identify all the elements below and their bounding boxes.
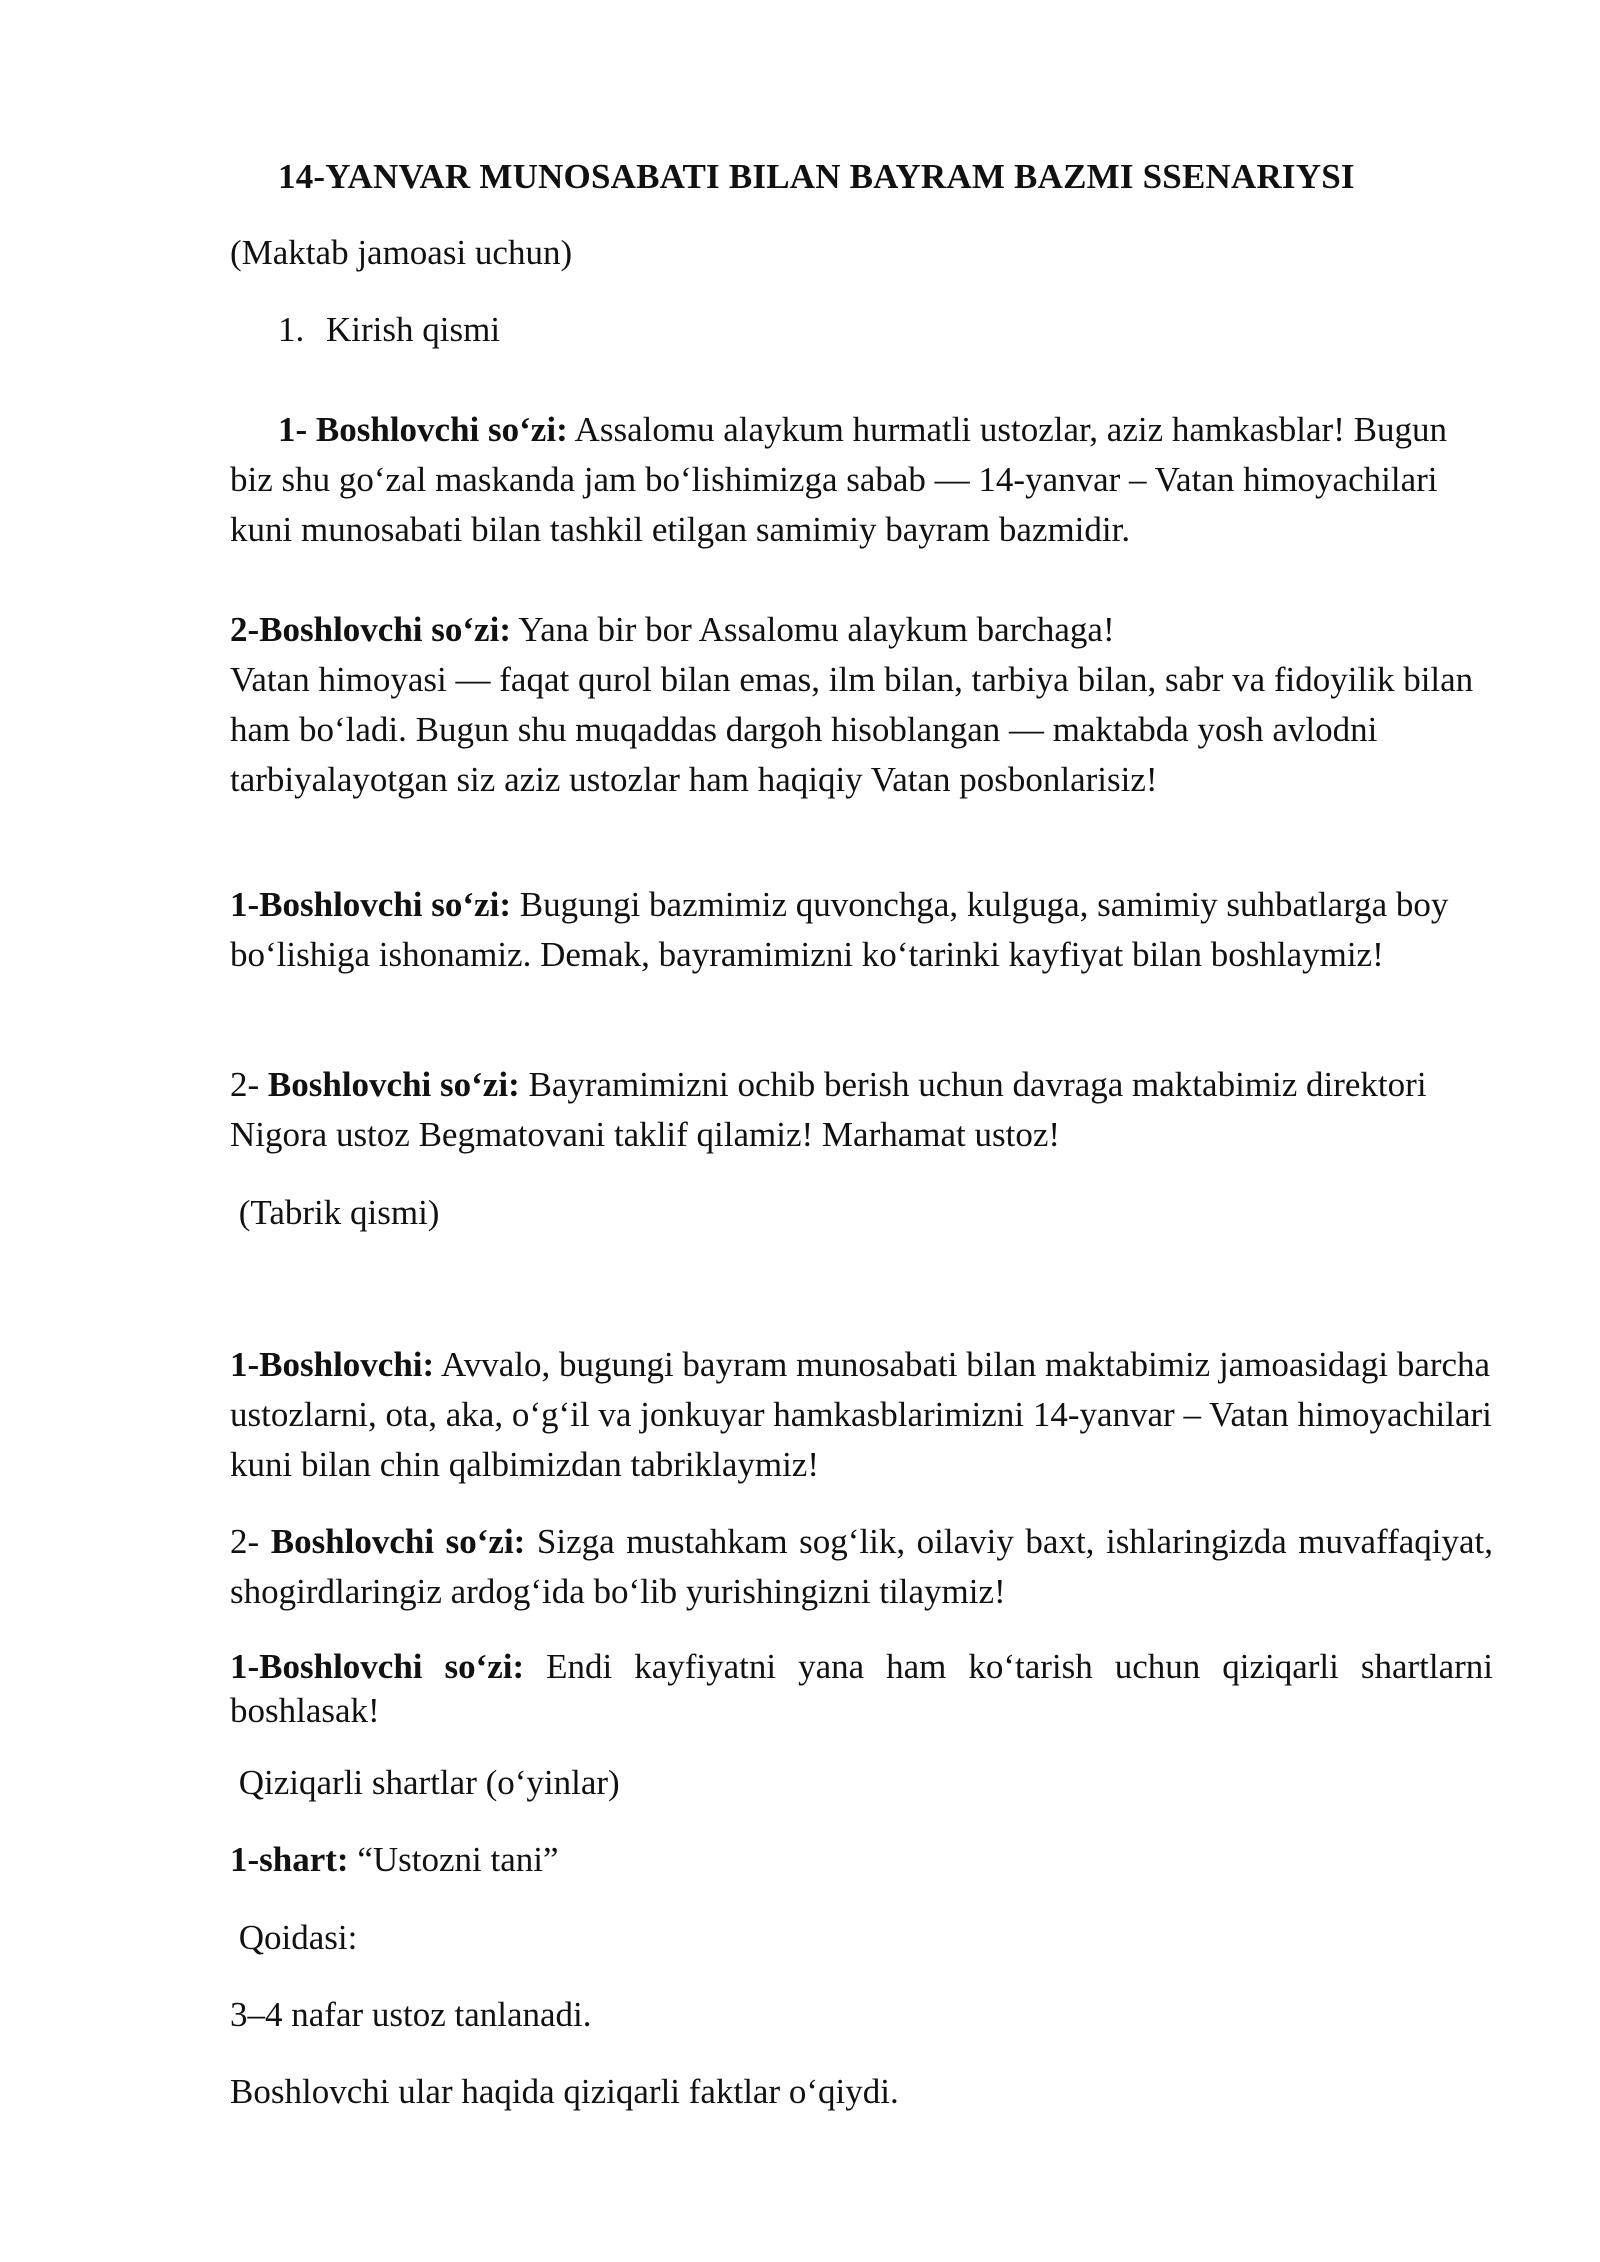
rule-item: Boshlovchi ular haqida qiziqarli faktlar o‘qiydi.	[230, 2072, 899, 2111]
tabrik-heading: (Tabrik qismi)	[230, 1193, 440, 1232]
speaker-prefix: 2-	[230, 1522, 271, 1561]
paragraph-boshlovchi-6	[230, 1517, 1493, 1617]
speaker-label: 1-Boshlovchi so‘zi:	[230, 1647, 525, 1686]
paragraph-boshlovchi-3	[230, 880, 1493, 980]
speaker-label: 1- Boshlovchi so‘zi:	[278, 410, 568, 449]
section-kirish-heading	[278, 305, 1478, 355]
speaker-text-continued: Vatan himoyasi — faqat qurol bilan emas, ilm bilan, tarbiya bilan, sabr va fidoyilik bilan ham bo‘ladi. Bugun shu muqaddas dargoh hisoblangan — maktabda yosh avlodni tarbiyalayotgan siz aziz ustozlar ham haqiqiy Vatan posbonlarisiz!	[230, 660, 1474, 799]
paragraph-boshlovchi-7	[230, 1645, 1493, 1733]
speaker-label: 2-Boshlovchi so‘zi:	[230, 610, 511, 649]
speaker-text: Avvalo, bugungi bayram munosabati bilan maktabimiz jamoasidagi barcha ustozlarni, ota, aka, o‘g‘il va jonkuyar hamkasblarimizni 14-yanvar – Vatan himoyachilari kuni bilan chin qalbimizdan tabriklaymiz!	[230, 1345, 1492, 1484]
paragraph-boshlovchi-1	[230, 405, 1493, 555]
game-name: “Ustozni tani”	[348, 1840, 559, 1879]
speaker-prefix: 2-	[230, 1065, 268, 1104]
document-subtitle: (Maktab jamoasi uchun)	[230, 233, 573, 272]
paragraph-boshlovchi-5	[230, 1340, 1493, 1490]
speaker-label: 1-Boshlovchi:	[230, 1345, 435, 1384]
section-number: 1.	[278, 310, 305, 349]
speaker-label: Boshlovchi so‘zi:	[270, 1522, 526, 1561]
rules-heading: Qoidasi:	[230, 1918, 358, 1957]
speaker-label: 1-Boshlovchi so‘zi:	[230, 885, 511, 924]
speaker-text: Bugungi bazmimiz quvonchga, kulguga, samimiy suhbatlarga boy bo‘lishiga ishonamiz. Demak, bayramimizni ko‘tarinki kayfiyat bilan boshlaymiz!	[230, 885, 1449, 974]
speaker-text: Sizga mustahkam sog‘lik, oilaviy baxt, ishlaringizda muvaffaqiyat, shogirdlaringiz ardog‘ida bo‘lib yurishingizni tilaymiz!	[230, 1522, 1494, 1611]
speaker-text: Bayramimizni ochib berish uchun davraga maktabimiz direktori Nigora ustoz Begmatovani taklif qilamiz! Marhamat ustoz!	[230, 1065, 1427, 1154]
game-label: 1-shart:	[230, 1840, 349, 1879]
speaker-label: Boshlovchi so‘zi:	[267, 1065, 520, 1104]
games-heading: Qiziqarli shartlar (o‘yinlar)	[230, 1763, 620, 1802]
speaker-text: Endi kayfiyatni yana ham ko‘tarish uchun qiziqarli shartlarni boshlasak!	[230, 1647, 1493, 1730]
paragraph-boshlovchi-2	[230, 605, 1493, 805]
speaker-text: Yana bir bor Assalomu alaykum barchaga!	[510, 610, 1115, 649]
document-title: 14-YANVAR MUNOSABATI BILAN BAYRAM BAZMI SSENARIYSI	[278, 157, 1355, 196]
speaker-text: Assalomu alaykum hurmatli ustozlar, aziz hamkasblar! Bugun biz shu go‘zal maskanda jam bo‘lishimizga sabab — 14-yanvar – Vatan himoyachilari kuni munosabati bilan tashkil etilgan samimiy bayram bazmidir.	[230, 410, 1447, 549]
rule-item: 3–4 nafar ustoz tanlanadi.	[230, 1995, 592, 2034]
paragraph-boshlovchi-4	[230, 1060, 1493, 1160]
game-1-title	[230, 1835, 1493, 1885]
section-label: Kirish qismi	[326, 310, 501, 349]
